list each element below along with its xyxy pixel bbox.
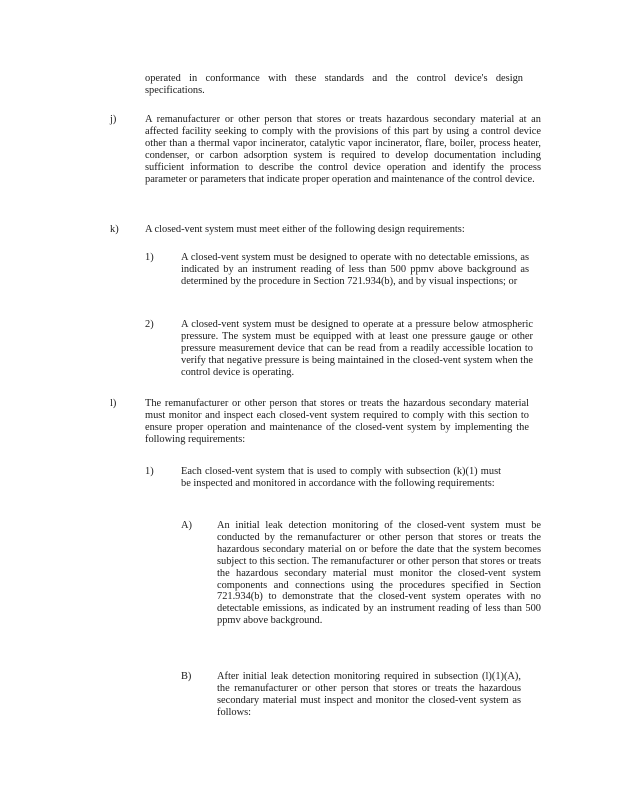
intro-paragraph: operated in conformance with these standards and the control device's design specifications. — [145, 73, 523, 96]
item-label-j: j) — [110, 114, 117, 125]
item-text-l1b: After initial leak detection monitoring required in subsection (l)(1)(A), the remanufacturer or other person that stores or treats the hazardous secondary material must inspect and monitor the closed-vent system as follows: — [217, 671, 521, 718]
item-text-k: A closed-vent system must meet either of the following design requirements: — [145, 224, 465, 235]
item-text-l1a: An initial leak detection monitoring of the closed-vent system must be conducted by the remanufacturer or other person that stores or treats the hazardous secondary material on or before the date that the system becomes subject to this section. The remanufacturer or other person that stores or treats the hazardous secondary material must monitor the closed-vent system components and connections using the procedures specified in Section 721.934(b) to demonstrate that the closed-vent system operates with no detectable emissions, as indicated by an instrument reading of less than 500 ppmv above background. — [217, 520, 541, 627]
item-label-l: l) — [110, 398, 117, 409]
item-text-k1: A closed-vent system must be designed to operate with no detectable emissions, as indicated by an instrument reading of less than 500 ppmv above background as determined by the procedure in Section 721.934(b), and by visual inspections; or — [181, 252, 529, 287]
item-label-k1: 1) — [145, 252, 154, 263]
item-label-k: k) — [110, 224, 119, 235]
item-label-l1b: B) — [181, 671, 192, 682]
item-text-j: A remanufacturer or other person that stores or treats hazardous secondary material at an affected facility seeking to comply with the provisions of this part by using a control device other than a thermal vapor incinerator, catalytic vapor incinerator, flare, boiler, process heater, condenser, or carbon adsorption system is required to develop documentation including sufficient information to describe the control device operation and identify the process parameter or parameters that indicate proper operation and maintenance of the control device. — [145, 114, 541, 185]
item-label-k2: 2) — [145, 319, 154, 330]
item-label-l1: 1) — [145, 466, 154, 477]
item-label-l1a: A) — [181, 520, 192, 531]
item-text-l: The remanufacturer or other person that stores or treats the hazardous secondary material must monitor and inspect each closed-vent system required to comply with this section to ensure proper operation and maintenance of the closed-vent system by implementing the following requirements: — [145, 398, 529, 445]
item-text-l1: Each closed-vent system that is used to comply with subsection (k)(1) must be inspected and monitored in accordance with the following requirements: — [181, 466, 501, 489]
item-text-k2: A closed-vent system must be designed to operate at a pressure below atmospheric pressure. The system must be equipped with at least one pressure gauge or other pressure measurement device that can be read from a readily accessible location to verify that negative pressure is being maintained in the closed-vent system when the control device is operating. — [181, 319, 533, 378]
